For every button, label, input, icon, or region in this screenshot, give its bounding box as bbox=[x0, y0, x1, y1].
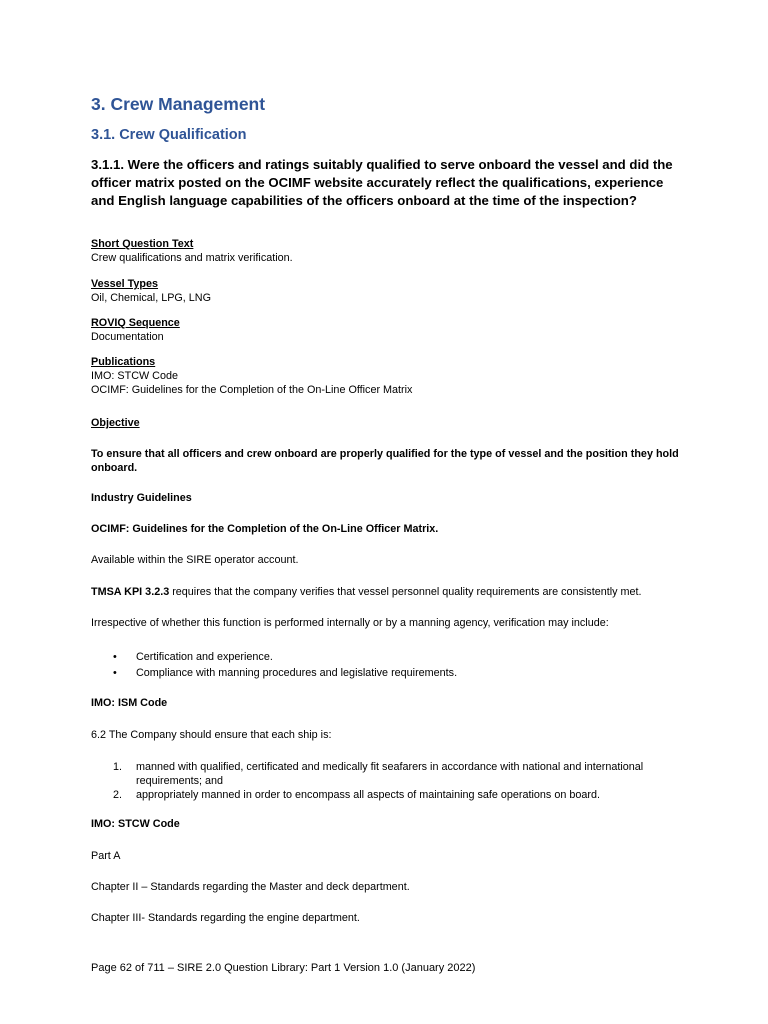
tmsa-paragraph bbox=[91, 586, 681, 600]
question-text: 3.1.1. Were the officers and ratings suitably qualified to serve onboard the vessel and did the officer matrix posted on the OCIMF website accurately reflect the qualifications, experience and English language capabilities of the officers onboard at the time of the inspection? bbox=[91, 157, 673, 208]
vessel-types-value: Oil, Chemical, LPG, LNG bbox=[91, 292, 211, 304]
objective-label: Objective bbox=[91, 417, 140, 429]
tmsa-text: requires that the company verifies that vessel personnel quality requirements are consistently met. bbox=[169, 586, 642, 598]
publications-block bbox=[91, 355, 681, 397]
ism-numbered-list bbox=[91, 760, 681, 802]
roviq-label: ROVIQ Sequence bbox=[91, 317, 180, 329]
bullet-marker: • bbox=[113, 651, 117, 663]
objective-text: To ensure that all officers and crew onboard are properly qualified for the type of vessel and the position they hold onboard. bbox=[91, 448, 679, 474]
ism-code-text: 6.2 The Company should ensure that each ship is: bbox=[91, 729, 332, 741]
industry-guidelines-heading: Industry Guidelines bbox=[91, 492, 192, 504]
page-footer: Page 62 of 711 – SIRE 2.0 Question Library: Part 1 Version 1.0 (January 2022) bbox=[91, 962, 476, 974]
ocimf-guidelines-heading: OCIMF: Guidelines for the Completion of the On-Line Officer Matrix. bbox=[91, 523, 439, 535]
stcw-code-heading: IMO: STCW Code bbox=[91, 818, 180, 830]
list-item bbox=[91, 650, 681, 664]
list-item-text: manned with qualified, certificated and medically fit seafarers in accordance with national and international requirements; and bbox=[136, 761, 644, 787]
publication-item: OCIMF: Guidelines for the Completion of the On-Line Officer Matrix bbox=[91, 384, 413, 396]
list-item bbox=[91, 760, 681, 788]
bullet-text: Compliance with manning procedures and legislative requirements. bbox=[136, 667, 458, 679]
roviq-value: Documentation bbox=[91, 331, 164, 343]
list-item bbox=[91, 788, 681, 802]
short-question-label: Short Question Text bbox=[91, 238, 194, 250]
verification-bullet-list bbox=[91, 650, 681, 680]
roviq-block bbox=[91, 316, 681, 344]
short-question-block bbox=[91, 237, 681, 265]
list-number: 2. bbox=[113, 789, 123, 801]
subsection-heading: 3.1. Crew Qualification bbox=[91, 127, 247, 143]
objective-label-block bbox=[91, 416, 681, 430]
publications-label: Publications bbox=[91, 356, 156, 368]
ocimf-guidelines-text: Available within the SIRE operator account. bbox=[91, 554, 299, 566]
tmsa-kpi-ref: TMSA KPI 3.2.3 bbox=[91, 586, 170, 598]
part-a-text: Part A bbox=[91, 850, 121, 862]
chapter-3-text: Chapter III- Standards regarding the engine department. bbox=[91, 912, 360, 924]
section-heading: 3. Crew Management bbox=[91, 94, 266, 114]
list-number: 1. bbox=[113, 761, 123, 773]
short-question-value: Crew qualifications and matrix verification. bbox=[91, 252, 293, 264]
chapter-2-text: Chapter II – Standards regarding the Master and deck department. bbox=[91, 881, 410, 893]
list-item-text: appropriately manned in order to encompass all aspects of maintaining safe operations on board. bbox=[136, 789, 600, 801]
vessel-types-block bbox=[91, 277, 681, 305]
bullet-text: Certification and experience. bbox=[136, 651, 273, 663]
bullet-marker: • bbox=[113, 667, 117, 679]
vessel-types-label: Vessel Types bbox=[91, 278, 159, 290]
verification-intro: Irrespective of whether this function is performed internally or by a manning agency, verification may include: bbox=[91, 617, 609, 629]
list-item bbox=[91, 666, 681, 680]
ism-code-heading: IMO: ISM Code bbox=[91, 697, 168, 709]
publication-item: IMO: STCW Code bbox=[91, 370, 178, 382]
